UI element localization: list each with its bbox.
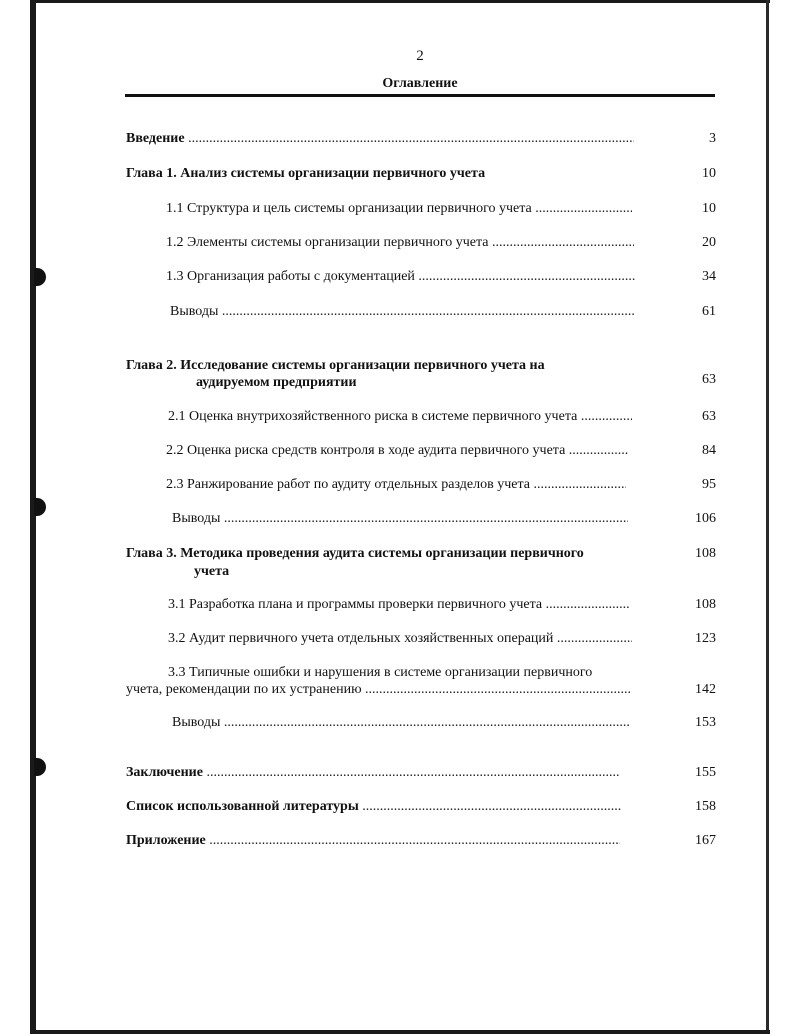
toc-page-section-1-1: 10 [702, 201, 716, 216]
toc-entry-intro: Введение ..... [126, 130, 634, 148]
scan-border-left [30, 0, 36, 1034]
toc-page-conclusion: 155 [695, 765, 716, 780]
binding-hole-mark [34, 758, 46, 776]
toc-page-section-2-2: 84 [702, 443, 716, 458]
toc-entry-conclusions-2: Выводы ..... [172, 510, 628, 528]
toc-entry-section-1-3: 1.3 Организация работы с документацией ..... [166, 268, 636, 286]
toc-entry-appendix: Приложение ..... [126, 832, 620, 850]
scan-border-right [766, 0, 769, 1034]
toc-page-appendix: 167 [695, 833, 716, 848]
toc-entry-conclusions-1: Выводы ..... [170, 303, 634, 321]
toc-entry-conclusion: Заключение ..... [126, 764, 620, 782]
toc-page-section-3-2: 123 [695, 631, 716, 646]
toc-entry-chapter-2-line-2: аудируемом предприятии [196, 375, 357, 390]
binding-hole-mark [34, 498, 46, 516]
toc-entry-section-1-1: 1.1 Структура и цель системы организации первичного учета ..... [166, 200, 632, 218]
toc-page-section-2-3: 95 [702, 477, 716, 492]
toc-entry-chapter-3-line-2: учета [194, 564, 230, 579]
toc-entry-chapter-2: Глава 2. Исследование системы организации первичного учета на [126, 358, 545, 373]
toc-page-section-3-1: 108 [695, 597, 716, 612]
toc-entry-section-2-1: 2.1 Оценка внутрихозяйственного риска в системе первичного учета ..... [168, 408, 632, 426]
toc-page-chapter-1: 10 [702, 166, 716, 181]
page-number: 2 [416, 48, 424, 64]
page-title: Оглавление [382, 76, 458, 91]
toc-page-section-1-2: 20 [702, 235, 716, 250]
toc-entry-section-3-1: 3.1 Разработка плана и программы проверки первичного учета ..... [168, 596, 630, 614]
toc-entry-section-2-3: 2.3 Ранжирование работ по аудиту отдельных разделов учета ..... [166, 476, 626, 494]
scan-border-top [30, 0, 770, 3]
title-rule [125, 94, 715, 97]
toc-entry-conclusions-3: Выводы ..... [172, 714, 630, 732]
toc-entry-section-3-2: 3.2 Аудит первичного учета отдельных хозяйственных операций ..... [168, 630, 632, 648]
toc-page-section-2-1: 63 [702, 409, 716, 424]
toc-entry-section-3-3-line-2: учета, рекомендации по их устранению ..... [126, 681, 630, 699]
toc-page-chapter-3: 108 [695, 546, 716, 561]
scan-border-bottom [30, 1030, 770, 1034]
toc-page-bibliography: 158 [695, 799, 716, 814]
toc-entry-section-2-2: 2.2 Оценка риска средств контроля в ходе аудита первичного учета ..... [166, 442, 628, 460]
toc-entry-chapter-3: Глава 3. Методика проведения аудита системы организации первичного [126, 546, 584, 561]
toc-entry-chapter-1: Глава 1. Анализ системы организации первичного учета [126, 166, 486, 181]
toc-entry-bibliography: Список использованной литературы ..... [126, 798, 622, 816]
toc-entry-section-1-2: 1.2 Элементы системы организации первичного учета ..... [166, 234, 634, 252]
toc-page-conclusions-2: 106 [695, 511, 716, 526]
toc-page-conclusions-1: 61 [702, 304, 716, 319]
toc-page-conclusions-3: 153 [695, 715, 716, 730]
toc-page-chapter-2: 63 [702, 372, 716, 387]
toc-entry-section-3-3: 3.3 Типичные ошибки и нарушения в системе организации первичного [168, 665, 593, 680]
binding-hole-mark [34, 268, 46, 286]
toc-page-section-1-3: 34 [702, 269, 716, 284]
toc-page-intro: 3 [709, 131, 716, 146]
toc-page-section-3-3: 142 [695, 682, 716, 697]
